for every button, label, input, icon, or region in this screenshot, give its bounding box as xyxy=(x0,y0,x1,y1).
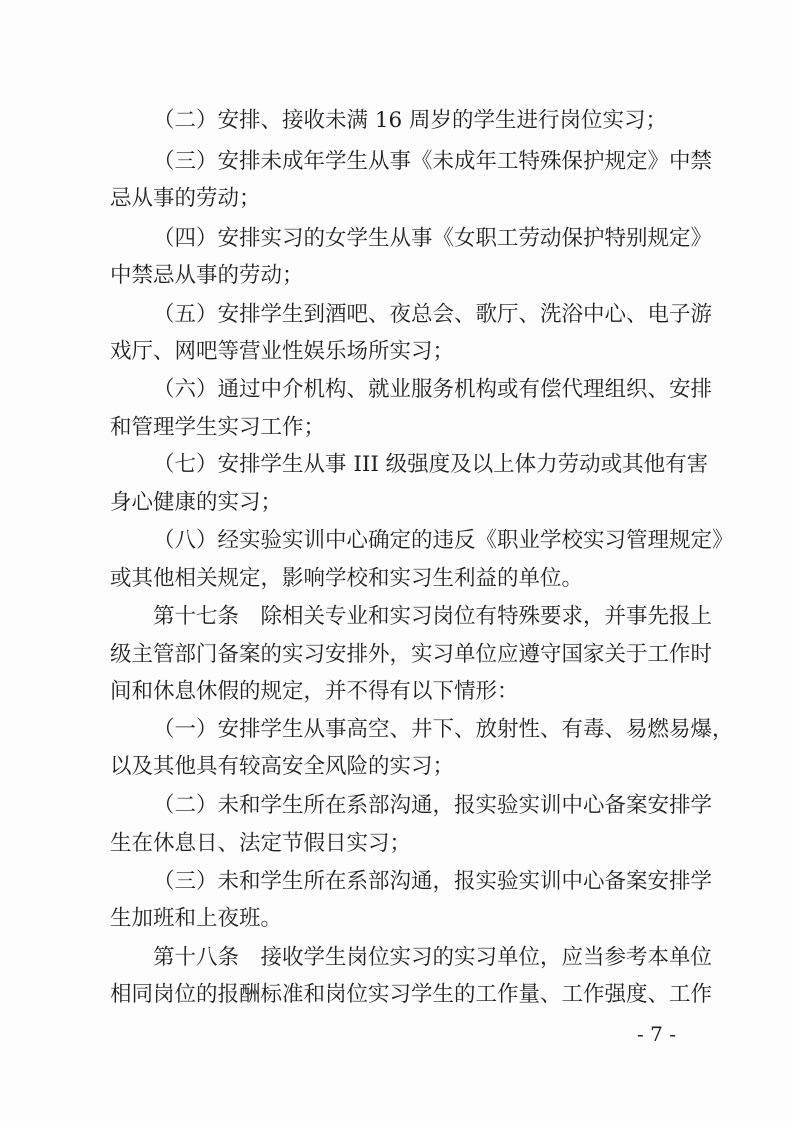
text-line: 中禁忌从事的劳动； xyxy=(110,263,304,288)
text-line: （三）未和学生所在系部沟通，报实验实训中心备案安排学 xyxy=(153,869,713,894)
text-line: （二）安排、接收未满 16 周岁的学生进行岗位实习； xyxy=(153,108,668,133)
article-heading-line: 第十七条 除相关专业和实习岗位有特殊要求，并事先报上 xyxy=(153,604,713,629)
text-line: 或其他相关规定，影响学校和实习生利益的单位。 xyxy=(110,566,584,591)
text-line: （二）未和学生所在系部沟通，报实验实训中心备案安排学 xyxy=(153,793,713,818)
text-line: 戏厅、网吧等营业性娱乐场所实习； xyxy=(110,339,455,364)
text-line: （八）经实验实训中心确定的违反《职业学校实习管理规定》 xyxy=(153,528,734,553)
text-line: 相同岗位的报酬标准和岗位实习学生的工作量、工作强度、工作 xyxy=(110,982,713,1007)
text-line: 间和休息休假的规定，并不得有以下情形： xyxy=(110,679,519,704)
text-line: （六）通过中介机构、就业服务机构或有偿代理组织、安排 xyxy=(153,377,713,402)
text-line: 生在休息日、法定节假日实习； xyxy=(110,831,412,856)
text-line: （七）安排学生从事 III 级强度及以上体力劳动或其他有害 xyxy=(153,452,709,477)
text-line: （三）安排未成年学生从事《未成年工特殊保护规定》中禁 xyxy=(153,149,713,174)
text-line: 身心健康的实习； xyxy=(110,490,283,515)
text-line: 生加班和上夜班。 xyxy=(110,906,283,931)
text-line: （一）安排学生从事高空、井下、放射性、有毒、易燃易爆， xyxy=(153,717,734,742)
text-line: 忌从事的劳动； xyxy=(110,186,261,211)
text-line: （五）安排学生到酒吧、夜总会、歌厅、洗浴中心、电子游 xyxy=(153,302,713,327)
article-heading-line: 第十八条 接收学生岗位实习的实习单位，应当参考本单位 xyxy=(153,945,713,970)
text-line: 以及其他具有较高安全风险的实习； xyxy=(110,754,455,779)
text-line: （四）安排实习的女学生从事《女职工劳动保护特别规定》 xyxy=(153,226,713,251)
text-line: 级主管部门备案的实习安排外，实习单位应遵守国家关于工作时 xyxy=(110,642,713,667)
text-line: 和管理学生实习工作； xyxy=(110,415,326,440)
page-number: - 7 - xyxy=(637,1022,676,1046)
